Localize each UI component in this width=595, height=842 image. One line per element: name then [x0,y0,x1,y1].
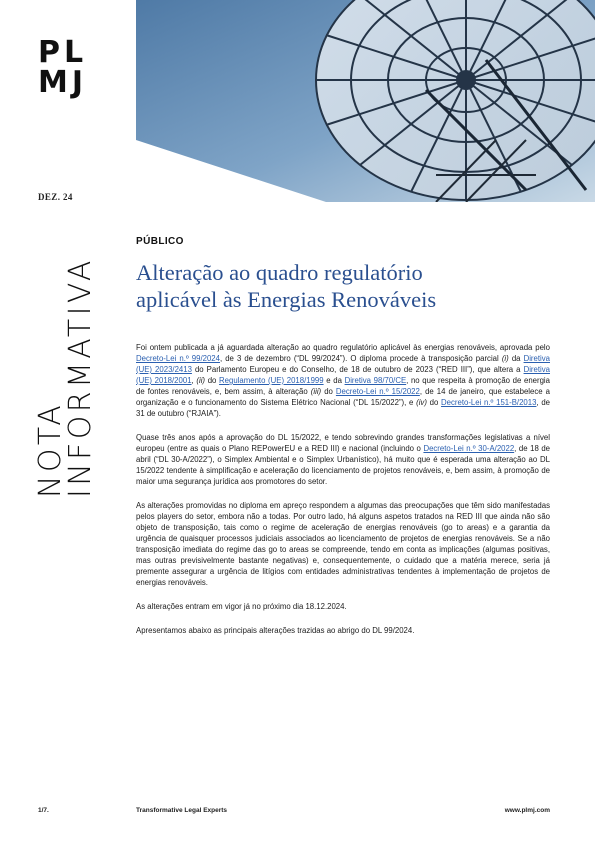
footer-tagline: Transformative Legal Experts [136,807,228,814]
p1-text: do [321,387,336,396]
p1-text: , de 3 de dezembro (“DL 99/2024”). O diploma procede à transposição parcial [219,354,502,363]
headline-line-1: Alteração ao quadro regulatório [136,260,423,285]
p1-text: do [426,398,442,407]
satellite-dish-photo [136,0,595,202]
category-label: PÚBLICO [136,236,184,247]
link-diretiva-2023-2413[interactable]: Diretiva (UE) 2023/2413 [136,354,550,374]
p1-marker: (ii) [196,376,206,385]
paragraph-4: As alterações entram em vigor já no próximo dia 18.12.2024. [136,602,347,611]
p1-text: , [191,376,197,385]
hero-image [136,0,595,202]
vertical-title-line-1: NOTA [33,401,68,498]
p1-marker: (i) [501,354,509,363]
link-diretiva-98-70[interactable]: Diretiva 98/70/CE [344,376,407,385]
page-number: 1/7. [38,807,49,814]
issue-date: DEZ. 24 [38,192,73,202]
vertical-title-line-2: INFORMATIVA [63,257,98,498]
footer [38,807,550,819]
p1-text: do Parlamento Europeu e do Conselho, de 18 de outubro de 2023 (“RED III”), que altera a [191,365,524,374]
p1-text: , de 14 de janeiro, que estabelece a organização e o funcionamento do Sistema Elétrico Nacional (“DL 15/2022”), e [136,387,550,407]
link-dl-99-2024[interactable]: Decreto-Lei n.º 99/2024 [136,354,220,363]
link-diretiva-2018-2001[interactable]: Diretiva (UE) 2018/2001 [136,365,550,385]
vertical-title [33,257,98,498]
p2-text: , de 18 de abril (“DL 30-A/2022”), o Simplex Ambiental e o Simplex Urbanístico), há muito que é esperada uma alteração ao DL 15/2022 tendente à simplificação e aceleração do licenciamento de projetos renováveis, e, bem assim, à promoção de maior uma segurança jurídica aos promotores do setor. [136,444,550,486]
logo-line-2: MJ [38,65,88,100]
headline [136,259,566,313]
p1-marker: (iv) [416,398,427,407]
p1-marker: (iii) [310,387,322,396]
article-body [136,342,550,649]
p2-text: Quase três anos após a aprovação do DL 15/2022, e tendo sobrevindo grandes transformações legislativas a nível europeu (entre as quais o Plano REPowerEU e a RED III) e nacional (incluindo o [136,433,550,453]
p1-text: , de 31 de outubro (“RJAIA”). [136,398,550,418]
link-dl-15-2022[interactable]: Decreto-Lei n.º 15/2022 [335,387,420,396]
p1-text: da [508,354,524,363]
footer-url[interactable]: www.plmj.com [504,807,550,814]
paragraph-2 [136,432,550,487]
link-regulamento-2018-1999[interactable]: Regulamento (UE) 2018/1999 [219,376,324,385]
p1-text: do [205,376,220,385]
p1-text: , no que respeita à promoção de energia de fontes renováveis, e, bem assim, à alteração [136,376,550,396]
p1-text: e da [323,376,345,385]
link-dl-151b-2013[interactable]: Decreto-Lei n.º 151-B/2013 [441,398,537,407]
link-dl-30a-2022[interactable]: Decreto-Lei n.º 30-A/2022 [423,444,515,453]
logo-line-1: PL [38,35,88,70]
p1-text: Foi ontem publicada a já aguardada alteração ao quadro regulatório aplicável às energias renováveis, aprovada pelo [136,343,550,352]
paragraph-5: Apresentamos abaixo as principais alterações trazidas ao abrigo do DL 99/2024. [136,626,415,635]
plmj-logo [38,35,100,104]
headline-line-2: aplicável às Energias Renováveis [136,287,437,312]
paragraph-3: As alterações promovidas no diploma em apreço respondem a algumas das preocupações que têm sido manifestadas pelos players do setor, embora não a todas. Por outro lado, há alguns aspetos tratados na RED III que ainda não são objeto de transposição, tais como o regime de aceleração de energias renováveis (go to areas) e a garantia da urgência de quaisquer processos judiciais associados ao licenciamento de projetos de energias renováveis. Se a não transposição imediata do regime das go to areas se compreende, tendo em conta as implicações (algumas positivas, mas outras previsivelmente bastante negativas) e, consequentemente, o cuidado que a matéria merece, seria já premente assegurar a urgência de litígios com entidades administrativas tendentes à implementação de projetos de energias renováveis. [136,501,550,587]
paragraph-1 [136,342,550,419]
